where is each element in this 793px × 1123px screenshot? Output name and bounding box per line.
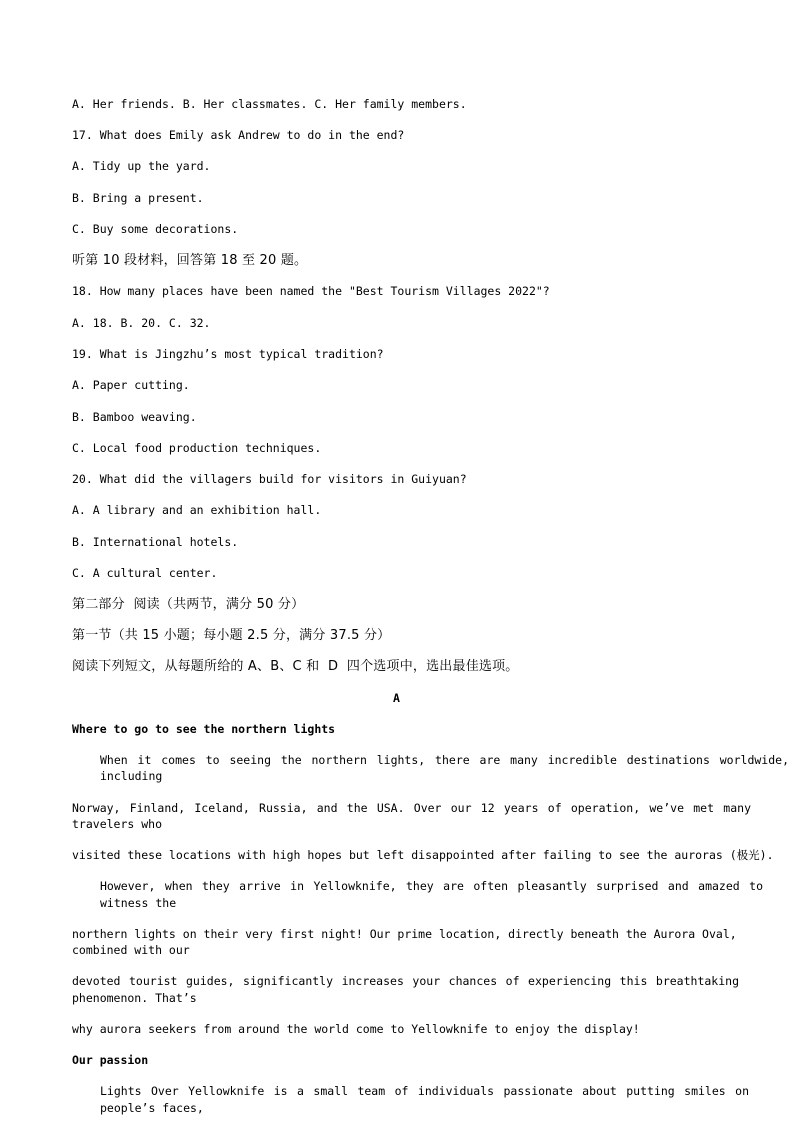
paragraph-3-line-2: people’s faces,	[100, 1101, 204, 1115]
paragraph-2-line-6: phenomenon. That’s	[72, 991, 197, 1005]
q20-question: 20. What did the villagers build for visitors in Guiyuan?	[72, 472, 467, 486]
q20-option-b: B. International hotels.	[72, 535, 239, 549]
q17-option-b: B. Bring a present.	[72, 191, 204, 205]
section-subheading: Our passion	[72, 1053, 149, 1067]
q18-options: A. 18. B. 20. C. 32.	[72, 316, 211, 330]
paragraph-2-line-5: devoted tourist guides, significantly increases your chances of experiencing this breathtaking	[72, 974, 739, 988]
passage-heading: Where to go to see the northern lights	[72, 722, 336, 736]
paragraph-1-line-4: travelers who	[72, 817, 163, 831]
q19-option-a: A. Paper cutting.	[72, 378, 190, 392]
q19-question: 19. What is Jingzhu’s most typical tradition?	[72, 347, 384, 361]
q19-option-c: C. Local food production techniques.	[72, 441, 322, 455]
paragraph-2-line-3: northern lights on their very first night! Our prime location, directly beneath the Aurora Oval,	[72, 927, 737, 941]
q17-option-c: C. Buy some decorations.	[72, 222, 239, 236]
q19-option-b: B. Bamboo weaving.	[72, 410, 197, 424]
paragraph-3-line-1: Lights Over Yellowknife is a small team of individuals passionate about putting smiles on	[100, 1084, 749, 1098]
paragraph-2-line-4: combined with our	[72, 943, 190, 957]
paragraph-2-line-1: However, when they arrive in Yellowknife, they are often pleasantly surprised and amazed to	[100, 879, 763, 893]
paragraph-2-line-7: why aurora seekers from around the world come to Yellowknife to enjoy the display!	[72, 1022, 640, 1036]
paragraph-2-line-2: witness the	[100, 896, 177, 910]
q20-option-c: C. A cultural center.	[72, 566, 218, 580]
section-one-title: 第一节（共 15 小题；每小题 2.5 分，满分 37.5 分）	[72, 628, 391, 643]
paragraph-1-line-2: including	[100, 769, 163, 783]
paragraph-1-line-1: When it comes to seeing the northern lights, there are many incredible destinations worldwide,	[100, 753, 789, 767]
part-two-title: 第二部分 阅读（共两节，满分 50 分）	[72, 597, 305, 612]
section-10-intro: 听第 10 段材料，回答第 18 至 20 题。	[72, 253, 308, 268]
passage-letter: A	[393, 691, 400, 705]
q17-option-a: A. Tidy up the yard.	[72, 159, 211, 173]
reading-instructions: 阅读下列短文，从每题所给的 A、B、C 和 D 四个选项中，选出最佳选项。	[72, 659, 519, 674]
q18-question: 18. How many places have been named the "Best Tourism Villages 2022"?	[72, 284, 550, 298]
paragraph-1-line-3: Norway, Finland, Iceland, Russia, and the USA. Over our 12 years of operation, we’ve met many	[72, 801, 751, 815]
q16-options: A. Her friends. B. Her classmates. C. Her family members.	[72, 97, 467, 111]
paragraph-1-line-5: visited these locations with high hopes but left disappointed after failing to see the auroras (极光).	[72, 848, 774, 862]
q20-option-a: A. A library and an exhibition hall.	[72, 503, 322, 517]
q17-question: 17. What does Emily ask Andrew to do in the end?	[72, 128, 405, 142]
